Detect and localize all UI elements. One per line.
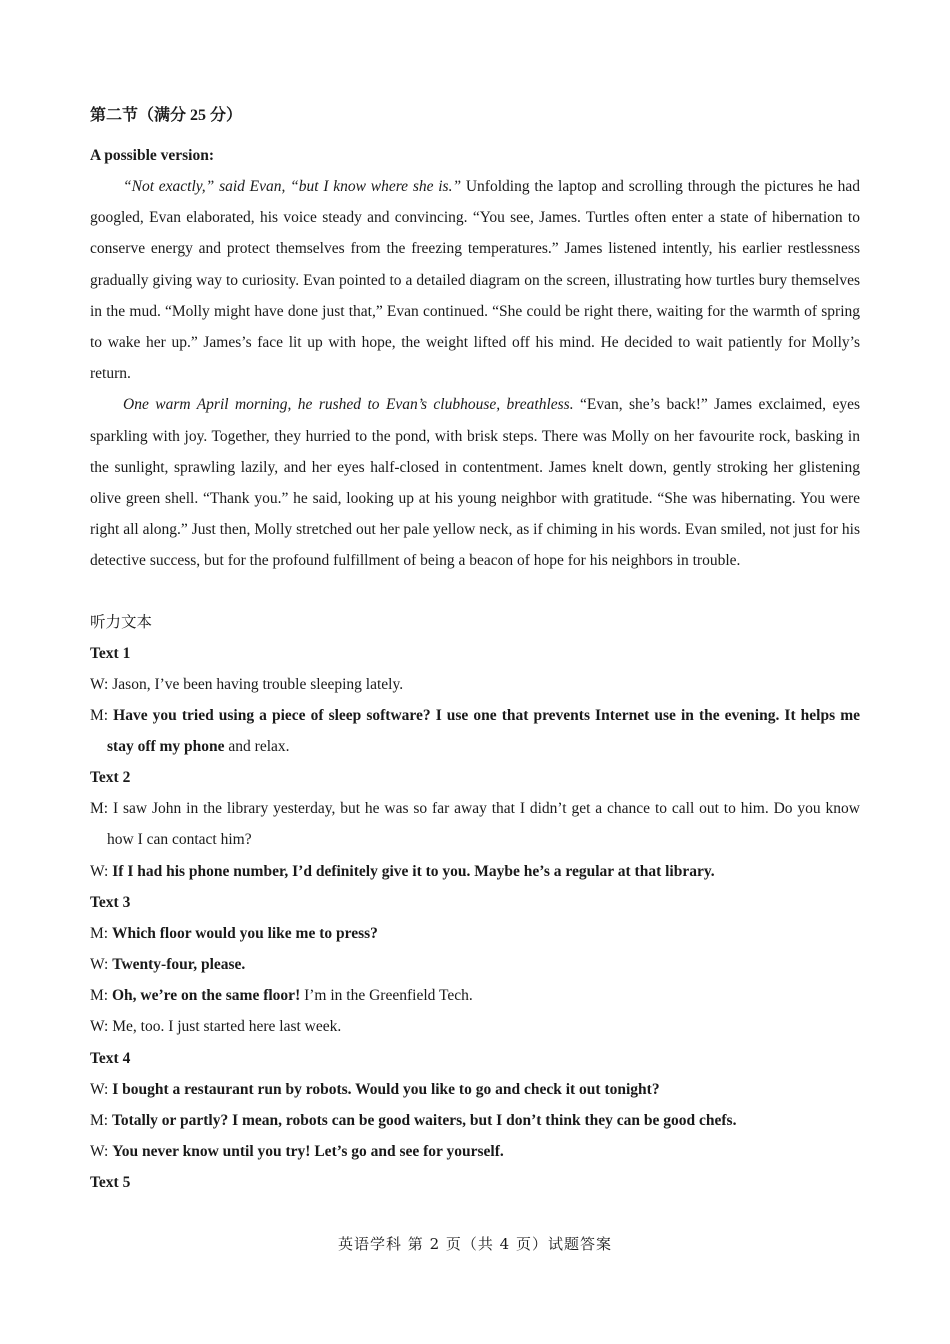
page-footer: 英语学科 第 2 页（共 4 页）试题答案: [338, 1235, 612, 1253]
dialogue-line: [90, 949, 860, 980]
speaker-label: W:: [90, 862, 113, 880]
speaker-label: W:: [90, 675, 113, 693]
dialogue-line: [90, 980, 860, 1011]
speaker-label: W:: [90, 1018, 113, 1036]
speaker-label: M:: [90, 800, 113, 818]
key-answer-text: Which floor would you like me to press?: [111, 924, 378, 942]
dialogue-text: I saw John in the library yesterday, but he was so far away that I didn’t get a chance to call out to him. Do you know how I can contact him?: [107, 800, 860, 849]
answer-page: [90, 100, 860, 1198]
dialogue-line: [90, 1105, 860, 1136]
continuation-paragraph-1: [90, 171, 860, 389]
possible-version-label: A possible version:: [90, 147, 215, 164]
key-answer-text: You never know until you try! Let’s go and see for yourself.: [112, 1143, 504, 1161]
text-5-title: Text 5: [90, 1174, 131, 1192]
dialogue-line: [90, 1074, 860, 1105]
text-3-title: Text 3: [90, 893, 131, 911]
key-answer-text: Totally or partly? I mean, robots can be good waiters, but I don’t think they can be good chefs.: [111, 1111, 737, 1129]
dialogue-line: [90, 1136, 860, 1167]
speaker-label: M:: [90, 706, 114, 724]
text-1-title: Text 1: [90, 644, 131, 662]
continuation-paragraph-2: [90, 389, 860, 576]
speaker-label: W:: [90, 1143, 113, 1161]
dialogue-line: [90, 793, 860, 855]
dialogue-line: [90, 700, 860, 762]
key-answer-text: Twenty-four, please.: [112, 956, 246, 974]
key-answer-text: Have you tried using a piece of sleep software? I use one that prevents Internet use in the evening. It helps me stay off my phone: [107, 706, 860, 756]
speaker-label: W:: [90, 1080, 113, 1098]
paragraph-1-body: Unfolding the laptop and scrolling through the pictures he had googled, Evan elaborated, his voice steady and convincing. “You see, James. Turtles often enter a state of hibernation to conserve energy and protect themselves from the freezing temperatures.” James listened intently, his earlier restlessness gradually giving way to curiosity. Evan pointed to a detailed diagram on the screen, illustrating how turtles bury themselves in the mud. “Molly might have done just that,” Evan continued. “She could be right there, waiting for the warmth of spring to wake her up.” James’s face lit up with hope, the weight lifted off his mind. He decided to wait patiently for Molly’s return.: [90, 178, 860, 383]
dialogue-text: Jason, I’ve been having trouble sleeping lately.: [112, 675, 404, 693]
speaker-label: M:: [90, 924, 112, 942]
dialogue-line: [90, 856, 860, 887]
key-answer-text: If I had his phone number, I’d definitely give it to you. Maybe he’s a regular at that library.: [112, 862, 715, 880]
dialogue-line: [90, 1011, 860, 1042]
dialogue-text: and relax.: [224, 738, 290, 756]
section-title: 第二节（满分 25 分）: [90, 107, 243, 124]
dialogue-text: Me, too. I just started here last week.: [112, 1018, 342, 1036]
paragraph-2-lead: One warm April morning, he rushed to Evan’s clubhouse, breathless.: [123, 396, 574, 414]
paragraph-2-body: “Evan, she’s back!” James exclaimed, eyes sparkling with joy. Together, they hurried to the pond, with brisk steps. There was Molly on her favourite rock, basking in the sunlight, sprawling lazily, and her eyes half-closed in contentment. James knelt down, gently stroking her glistening olive green shell. “Thank you.” he said, looking up at his young neighbor with gratitude. “She was hibernating. You were right all along.” Just then, Molly stretched out her pale yellow neck, as if chiming in his words. Evan smiled, not just for his detective success, but for the profound fulfillment of being a beacon of hope for his neighbors in trouble.: [90, 396, 860, 570]
section-gap: [90, 577, 860, 607]
speaker-label: M:: [90, 1111, 112, 1129]
dialogue-line: [90, 669, 860, 700]
listening-heading: 听力文本: [90, 613, 153, 631]
key-answer-text: I bought a restaurant run by robots. Would you like to go and check it out tonight?: [112, 1080, 660, 1098]
dialogue-line: [90, 918, 860, 949]
paragraph-1-lead: “Not exactly,” said Evan, “but I know where she is.”: [123, 178, 462, 195]
dialogue-text: I’m in the Greenfield Tech.: [300, 987, 473, 1005]
speaker-label: M:: [90, 987, 112, 1005]
speaker-label: W:: [90, 956, 113, 974]
text-2-title: Text 2: [90, 769, 131, 787]
key-answer-text: Oh, we’re on the same floor!: [111, 987, 301, 1005]
text-4-title: Text 4: [90, 1049, 131, 1067]
